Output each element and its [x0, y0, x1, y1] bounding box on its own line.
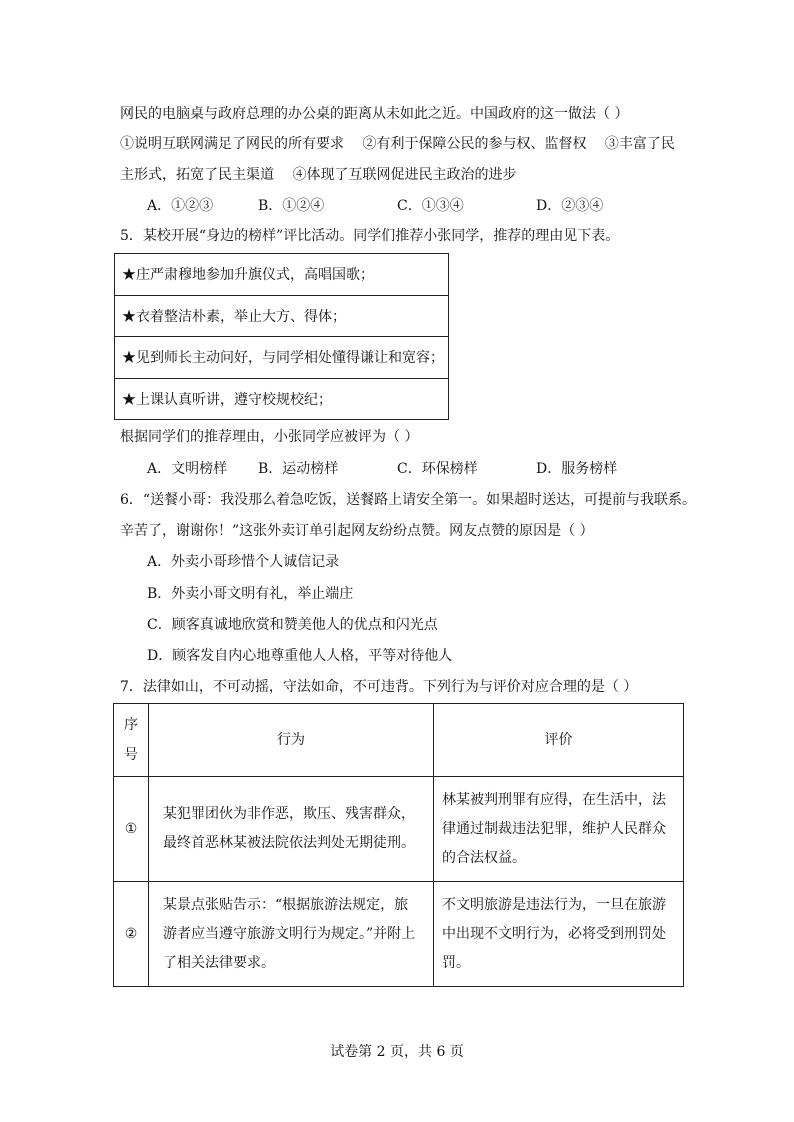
q4-stem-tail: 网民的电脑桌与政府总理的办公桌的距离从未如此之近。中国政府的这一做法（ ） [120, 106, 629, 122]
q5-option-b: B．运动榜样 [258, 461, 339, 477]
q5-reason: ★衣着整洁朴素，举止大方、得体； [115, 296, 448, 338]
page-footer: 试卷第 2 页，共 6 页 [330, 1044, 464, 1060]
q4-option-b: B．①②④ [258, 198, 325, 214]
row-behavior: 某犯罪团伙为非作恶，欺压、残害群众，最终首恶林某被法院依法判处无期徒刑。 [149, 777, 434, 882]
q4-option-d: D．②③④ [536, 198, 604, 214]
header-behavior: 行为 [149, 704, 434, 777]
table-header-row [114, 704, 684, 777]
header-number [114, 704, 149, 777]
q5-option-d: D．服务榜样 [536, 461, 618, 477]
q6-option-c: C．顾客真诚地欣赏和赞美他人的优点和闪光点 [147, 617, 438, 633]
q4-statements-line1: ①说明互联网满足了网民的所有要求 ②有利于保障公民的参与权、监督权 ③丰富了民 [120, 136, 675, 152]
table-row [114, 882, 684, 987]
row-evaluation: 林某被判刑罪有应得，在生活中，法律通过制裁违法犯罪，维护人民群众的合法权益。 [434, 777, 684, 882]
q5-reasons-table [114, 253, 449, 420]
q6-option-a: A．外卖小哥珍惜个人诚信记录 [147, 554, 340, 570]
row-behavior: 某景点张贴告示：“根据旅游法规定，旅游者应当遵守旅游文明行为规定。”并附上了相关法律要求。 [149, 882, 434, 987]
q5-option-a: A．文明榜样 [147, 461, 228, 477]
q5-reason: ★庄严肃穆地参加升旗仪式，高唱国歌； [115, 254, 448, 296]
header-number-text: 序号 [124, 717, 138, 763]
q5-question: 根据同学们的推荐理由，小张同学应被评为（ ） [120, 429, 419, 445]
q4-option-a: A．①②③ [147, 198, 214, 214]
table-row [114, 777, 684, 882]
row-evaluation: 不文明旅游是违法行为，一旦在旅游中出现不文明行为，必将受到刑罚处罚。 [434, 882, 684, 987]
q7-stem: 7．法律如山，不可动摇，守法如命，不可违背。下列行为与评价对应合理的是（ ） [120, 679, 638, 695]
q7-table [113, 703, 684, 987]
q6-stem-line2: 辛苦了，谢谢你！”这张外卖订单引起网友纷纷点赞。网友点赞的原因是（ ） [120, 523, 594, 539]
q5-option-c: C．环保榜样 [397, 461, 478, 477]
header-evaluation: 评价 [434, 704, 684, 777]
row-number: ① [114, 777, 149, 882]
q6-option-d: D．顾客发自内心地尊重他人人格，平等对待他人 [147, 648, 453, 664]
q6-stem-line1: 6．“送餐小哥：我没那么着急吃饭，送餐路上请安全第一。如果超时送达，可提前与我联系。 [120, 492, 697, 508]
q4-statements-line2: 主形式，拓宽了民主渠道 ④体现了互联网促进民主政治的进步 [120, 167, 517, 183]
q5-stem: 5．某校开展“身边的榜样”评比活动。同学们推荐小张同学，推荐的理由见下表。 [120, 228, 620, 244]
q5-reason: ★见到师长主动问好，与同学相处懂得谦让和宽容； [115, 337, 448, 379]
q4-option-c: C．①③④ [397, 198, 464, 214]
q5-reason: ★上课认真听讲，遵守校规校纪； [122, 392, 332, 409]
q6-option-b: B．外卖小哥文明有礼，举止端庄 [147, 586, 354, 602]
row-number: ② [114, 882, 149, 987]
